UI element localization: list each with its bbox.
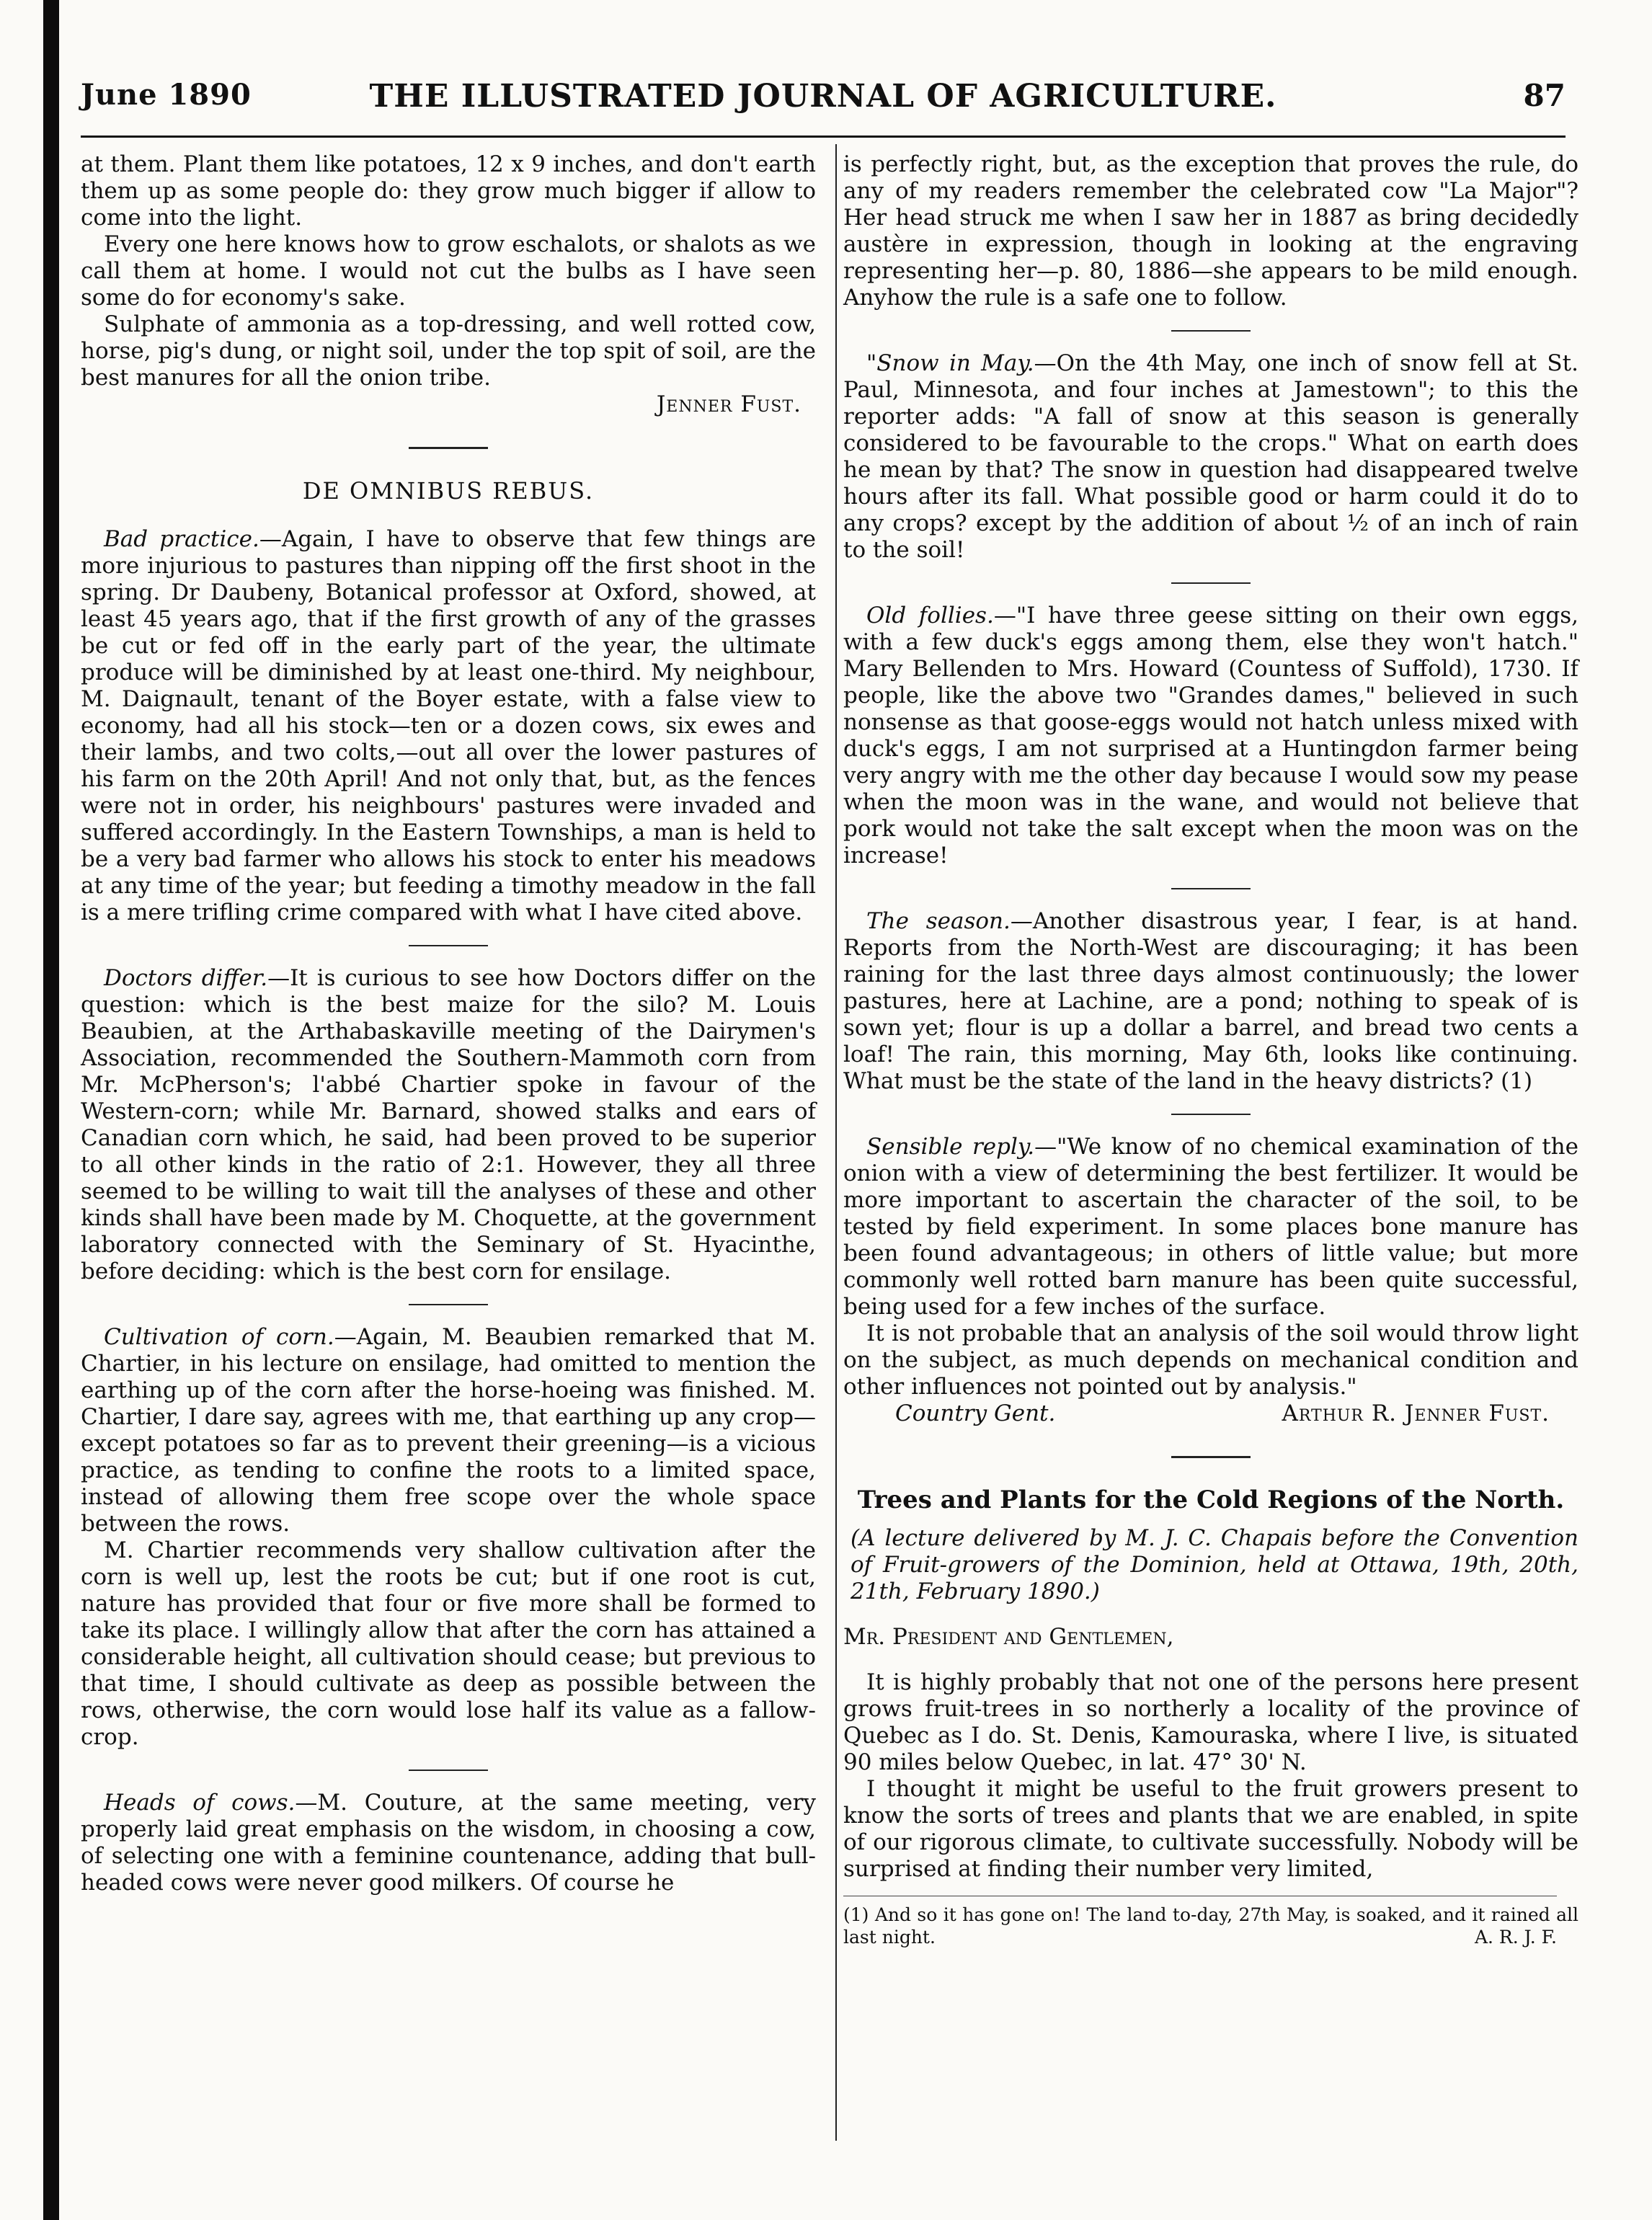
separator [1171,582,1251,584]
item-bad-practice [81,526,816,926]
paragraph: Sulphate of ammonia as a top-dressing, and well rotted cow, horse, pig's dung, or night soil, under the top spit of soil, are the best manures for all the onion tribe. [81,311,816,391]
item-text: —Again, I have to observe that few things are more injurious to pastures than nipping off the first shoot in the spring. Dr Daubeny, Botanical professor at Oxford, showed, at least 45 years ago, that if the first growth of any of the grasses be cut or fed off in the early part of the year, the ultimate produce will be diminished by at least one-third. My neighbour, M. Daignault, tenant of the Boyer estate, with a false view to economy, had all his stock—ten or a dozen cows, six ewes and their lambs, and two colts,—out all over the lower pastures of his farm on the 20th April! And not only that, but, as the fences were not in order, his neighbours' pastures were invaded and suffered accordingly. In the Eastern Townships, a man is held to be a very bad farmer who allows his stock to enter his meadows at any time of the year; but feeding a timothy meadow in the fall is a mere trifling crime compared with what I have cited above. [81,526,816,925]
item-title: Doctors differ. [104,965,268,991]
separator [1171,1456,1251,1458]
separator [409,447,488,449]
left-column [81,151,816,1896]
item-title: The season. [866,908,1011,934]
footnote-text: (1) And so it has gone on! The land to-day, 27th May, is soaked, and it rained all last night. [843,1904,1578,1948]
paragraph: is perfectly right, but, as the exception that proves the rule, do any of my readers remember the celebrated cow "La Major"? Her head struck me when I saw her in 1887 as bring decidedly austère in expression, though in looking at the engraving representing her—p. 80, 1886—she appears to be mild enough. Anyhow the rule is a safe one to follow. [843,151,1578,311]
attribution [843,1400,1578,1427]
item-text: —Again, M. Beaubien remarked that M. Chartier, in his lecture on ensilage, had omitted to mention the earthing up of the corn after the horse-hoeing was finished. M. Chartier, I dare say, agrees with me, that earthing up any crop—except potatoes so far as to prevent their greening—is a vicious practice, as tending to confine the roots to a limited space, instead of allowing them free scope over the whole space between the rows. [81,1324,816,1537]
separator [1171,888,1251,889]
item-title: "Snow in May. [866,350,1034,376]
paragraph: M. Chartier recommends very shallow cultivation after the corn is well up, lest the roots be cut; but if one root is cut, nature has provided that four or five more shall be formed to take its place. I willingly allow that after the corn has attained a considerable height, all cultivation should cease; but previous to that time, I should cultivate as deep as possible between the rows, otherwise, the corn would lose half its value as a fallow-crop. [81,1537,816,1750]
item-snow-in-may [843,350,1578,564]
paragraph: It is highly probably that not one of the persons here present grows fruit-trees in so northerly a locality of the province of Quebec as I do. St. Denis, Kamouraska, where I live, is situated 90 miles below Quebec, in lat. 47° 30' N. [843,1669,1578,1775]
item-old-follies [843,603,1578,869]
item-text: —M. Couture, at the same meeting, very properly laid great emphasis on the wisdom, in choosing a cow, of selecting one with a feminine countenance, adding that bull-headed cows were never good milkers. Of course he [81,1790,816,1896]
item-text: —Another disastrous year, I fear, is at hand. Reports from the North-West are discouraging; it has been raining for the last three days almost continuously; the lower pastures, here at Lachine, are a pond; nothing to speak of is sown yet; flour is up a dollar a barrel, and bread two cents a loaf! The rain, this morning, May 6th, looks like continuing. What must be the state of the land in the heavy districts? (1) [843,908,1578,1094]
item-title: Bad practice. [104,526,259,552]
separator [409,1770,488,1771]
item-text: —It is curious to see how Doctors differ on the question: which is the best maize for the silo? M. Louis Beaubien, at the Arthabaskaville meeting of the Dairymen's Association, recommended the Southern-Mammoth corn from Mr. McPherson's; l'abbé Chartier spoke in favour of the Western-corn; while Mr. Barnard, showed stalks and ears of Canadian corn which, he said, had been proved to be superior to all other kinds in the ratio of 2:1. However, they all three seemed to be willing to wait till the analyses of these and other kinds shall have been made by M. Choquette, at the government laboratory connected with the Seminary of St. Hyacinthe, before deciding: which is the best corn for ensilage. [81,965,816,1284]
item-heads-of-cows [81,1790,816,1896]
journal-title: THE ILLUSTRATED JOURNAL OF AGRICULTURE. [369,78,1277,115]
item-text: —"I have three geese sitting on their own eggs, with a few duck's eggs among them, else they won't hatch." Mary Bellenden to Mrs. Howard (Countess of Suffold), 1730. If people, like the above two "Grandes dames," believed in such nonsense as that goose-eggs would not hatch unless mixed with duck's eggs, I am not surprised at a Huntingdon farmer being very angry with me the other day because I would sow my pease when the moon was in the wane, and would not believe that pork would not take the salt except when the moon was on the increase! [843,603,1578,869]
item-title: Sensible reply. [866,1134,1035,1160]
separator [409,945,488,946]
item-sensible-reply [843,1134,1578,1320]
item-cultivation [81,1324,816,1537]
paragraph: Every one here knows how to grow eschalots, or shalots as we call them at home. I would not cut the bulbs as I have seen some do for economy's sake. [81,231,816,311]
page-number: 87 [1523,78,1566,113]
footnote-initials: A. R. J. F. [1474,1927,1557,1948]
footnote [843,1904,1578,1948]
signature: Jenner Fust. [656,391,801,417]
separator [409,1304,488,1305]
header-rule [81,136,1566,138]
item-text: —On the 4th May, one inch of snow fell at St. Paul, Minnesota, and four inches at Jamestown"; to this the reporter adds: "A fall of snow at this season is generally considered to be favourable to the crops." What on earth does he mean by that? The snow in question had disappeared twelve hours after its fall. What possible good or harm could it do to any crops? except by the addition of about ½ of an inch of rain to the soil! [843,350,1578,563]
item-title: Heads of cows. [104,1790,296,1816]
item-doctors-differ [81,965,816,1285]
item-the-season [843,908,1578,1095]
lecture-intro: (A lecture delivered by M. J. C. Chapais before the Convention of Fruit-growers of the Dominion, held at Ottawa, 19th, 20th, 21th, February 1890.) [851,1525,1578,1604]
source-publication: Country Gent. [895,1400,1056,1426]
column-divider [835,144,837,2141]
page-header [81,78,1566,121]
section-heading: DE OMNIBUS REBUS. [302,477,595,505]
issue-date: June 1890 [81,78,252,112]
item-title: Cultivation of corn. [104,1324,334,1350]
binding-spine [43,0,59,2220]
right-column [843,151,1578,1948]
separator [1171,1114,1251,1115]
paragraph: It is not probable that an analysis of the soil would throw light on the subject, as much depends on mechanical condition and other influences not pointed out by analysis." [843,1320,1578,1400]
author-signature: Arthur R. Jenner Fust. [1282,1400,1550,1426]
paragraph: at them. Plant them like potatoes, 12 x 9 inches, and don't earth them up as some people do: they grow much bigger if allow to come into the light. [81,151,816,231]
salutation: Mr. President and Gentlemen, [843,1624,1174,1650]
paragraph: I thought it might be useful to the fruit growers present to know the sorts of trees and plants that we are enabled, in spite of our rigorous climate, to cultivate successfully. Nobody will be surprised at finding their number very limited, [843,1776,1578,1882]
item-text: —"We know of no chemical examination of the onion with a view of determining the best fertilizer. It would be more important to ascertain the character of the soil, to be tested by field experiment. In some places bone manure has been found advantageous; in others of little value; but more commonly well rotted barn manure has been quite successful, being used for a few inches of the surface. [843,1134,1578,1320]
item-title: Old follies. [866,603,994,629]
article-title: Trees and Plants for the Cold Regions of the North. [857,1486,1565,1514]
separator [1171,330,1251,332]
